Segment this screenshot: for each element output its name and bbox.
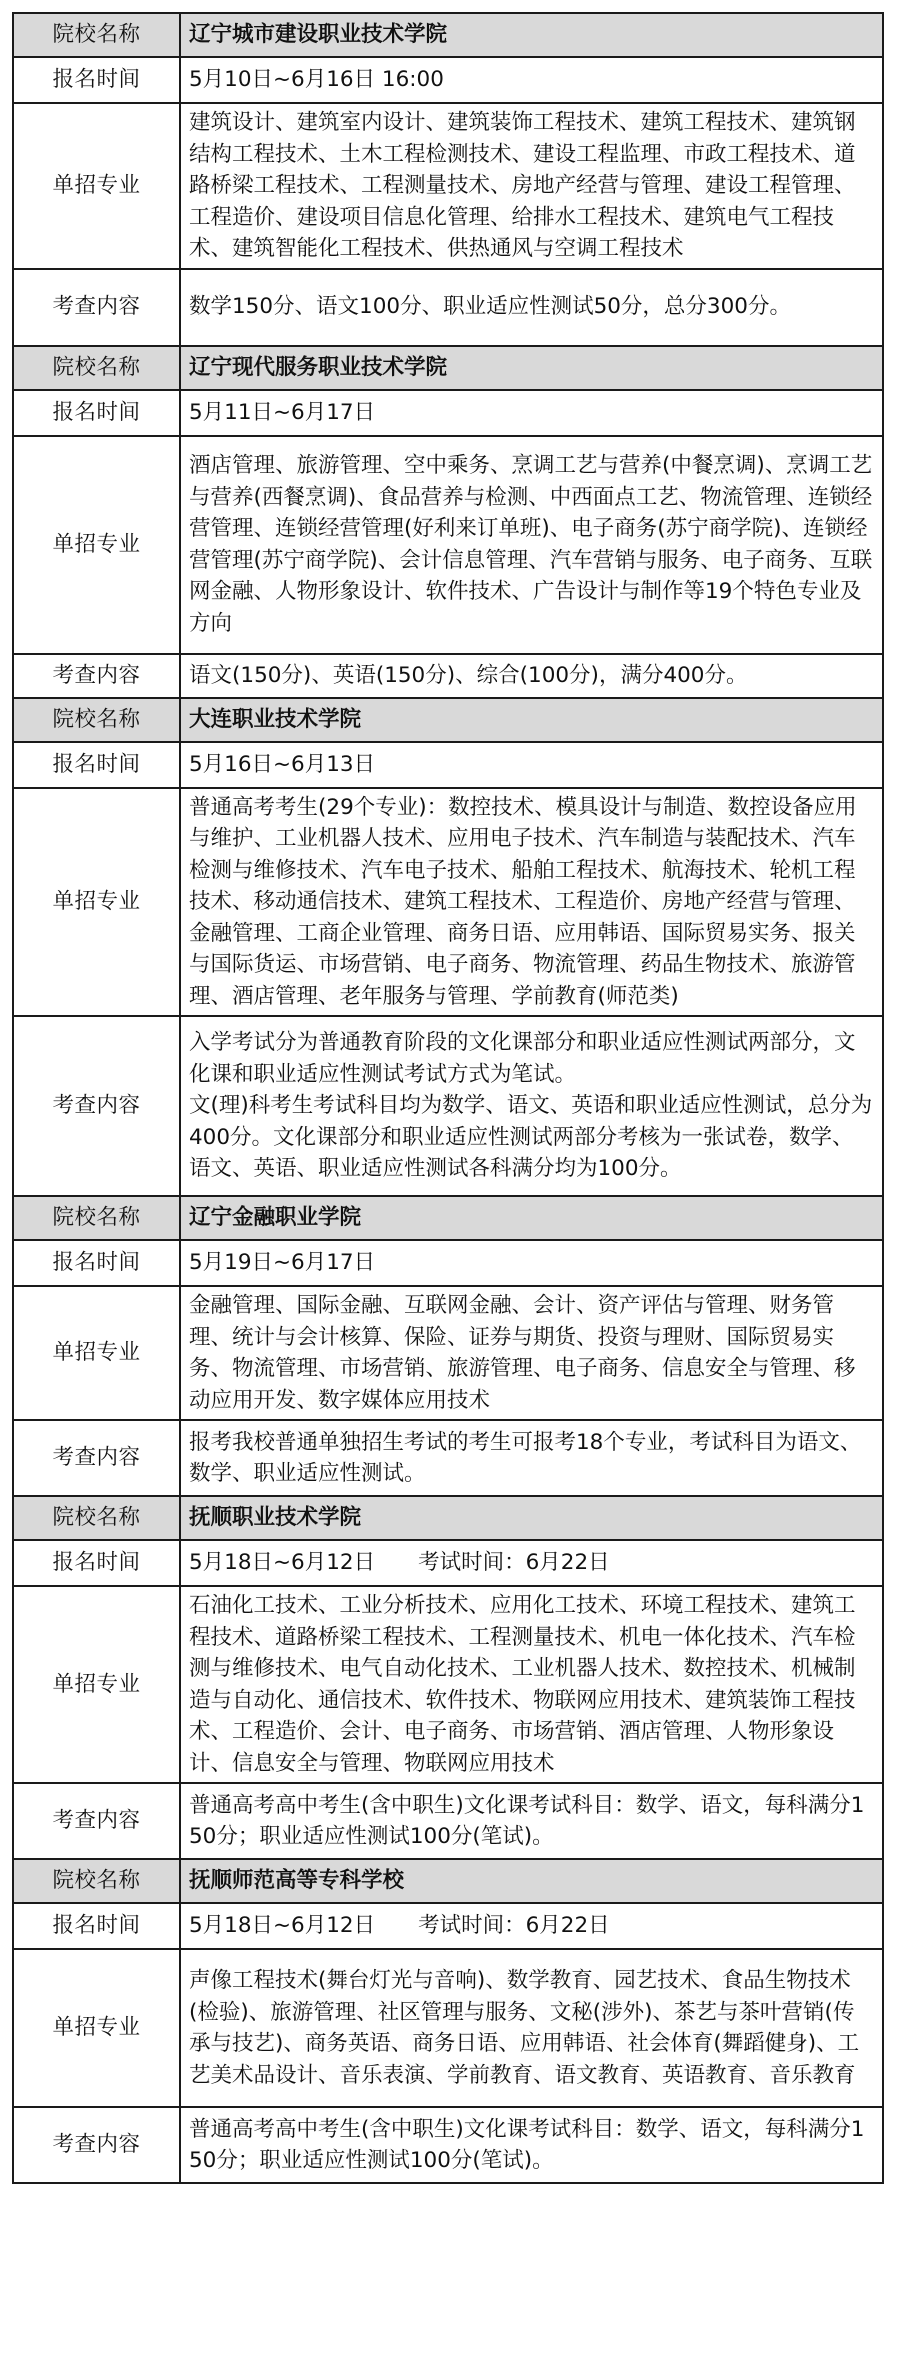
exam-content-value: 语文(150分)、英语(150分)、综合(100分)，满分400分。	[180, 654, 883, 698]
exam-content-value: 普通高考高中考生(含中职生)文化课考试科目：数学、语文，每科满分150分；职业适应性测试100分(笔试)。	[180, 1783, 883, 1859]
single-recruit-majors-value: 金融管理、国际金融、互联网金融、会计、资产评估与管理、财务管理、统计与会计核算、保险、证券与期货、投资与理财、国际贸易实务、物流管理、市场营销、旅游管理、电子商务、信息安全与管理、移动应用开发、数字媒体应用技术	[180, 1286, 883, 1420]
registration-time-value: 5月10日~6月16日 16:00	[180, 57, 883, 103]
single-recruit-majors-label: 单招专业	[13, 436, 180, 654]
school-name-label: 院校名称	[13, 13, 180, 57]
single-recruit-majors-label: 单招专业	[13, 788, 180, 1017]
registration-time-value: 5月11日~6月17日	[180, 390, 883, 436]
single-recruit-majors-value: 声像工程技术(舞台灯光与音响)、数学教育、园艺技术、食品生物技术(检验)、旅游管理、社区管理与服务、文秘(涉外)、茶艺与茶叶营销(传承与技艺)、商务英语、商务日语、应用韩语、社会体育(舞蹈健身)、工艺美术品设计、音乐表演、学前教育、语文教育、英语教育、音乐教育	[180, 1949, 883, 2107]
single-recruit-majors-label: 单招专业	[13, 1586, 180, 1783]
school-name-value: 大连职业技术学院	[180, 698, 883, 742]
single-recruit-majors-value: 普通高考考生(29个专业)：数控技术、模具设计与制造、数控设备应用与维护、工业机器人技术、应用电子技术、汽车制造与装配技术、汽车检测与维修技术、汽车电子技术、船舶工程技术、航海技术、轮机工程技术、移动通信技术、建筑工程技术、工程造价、房地产经营与管理、金融管理、工商企业管理、商务日语、应用韩语、国际贸易实务、报关与国际货运、市场营销、电子商务、物流管理、药品生物技术、旅游管理、酒店管理、老年服务与管理、学前教育(师范类)	[180, 788, 883, 1017]
school-name-row	[13, 13, 883, 57]
registration-time-label: 报名时间	[13, 742, 180, 788]
exam-content-row	[13, 269, 883, 346]
single-recruit-majors-value: 建筑设计、建筑室内设计、建筑装饰工程技术、建筑工程技术、建筑钢结构工程技术、土木工程检测技术、建设工程监理、市政工程技术、道路桥梁工程技术、工程测量技术、房地产经营与管理、建设工程管理、工程造价、建设项目信息化管理、给排水工程技术、建筑电气工程技术、建筑智能化工程技术、供热通风与空调工程技术	[180, 103, 883, 269]
exam-content-row	[13, 2107, 883, 2183]
exam-content-value: 数学150分、语文100分、职业适应性测试50分，总分300分。	[180, 269, 883, 346]
registration-time-value: 5月16日~6月13日	[180, 742, 883, 788]
exam-content-label: 考查内容	[13, 654, 180, 698]
school-name-value: 辽宁现代服务职业技术学院	[180, 346, 883, 390]
school-name-label: 院校名称	[13, 1196, 180, 1240]
registration-time-row	[13, 742, 883, 788]
exam-content-row	[13, 1783, 883, 1859]
school-name-value: 抚顺职业技术学院	[180, 1496, 883, 1540]
registration-time-value: 5月19日~6月17日	[180, 1240, 883, 1286]
school-name-label: 院校名称	[13, 1859, 180, 1903]
single-recruit-majors-row	[13, 103, 883, 269]
school-name-row	[13, 698, 883, 742]
exam-content-row	[13, 1016, 883, 1196]
school-name-value: 辽宁城市建设职业技术学院	[180, 13, 883, 57]
registration-time-row	[13, 1240, 883, 1286]
school-name-label: 院校名称	[13, 346, 180, 390]
registration-time-row	[13, 1540, 883, 1586]
exam-content-label: 考查内容	[13, 1783, 180, 1859]
single-recruit-majors-row	[13, 1949, 883, 2107]
table-body	[13, 13, 883, 2183]
exam-content-value: 报考我校普通单独招生考试的考生可报考18个专业，考试科目为语文、数学、职业适应性测试。	[180, 1420, 883, 1496]
single-recruit-majors-value: 酒店管理、旅游管理、空中乘务、烹调工艺与营养(中餐烹调)、烹调工艺与营养(西餐烹调)、食品营养与检测、中西面点工艺、物流管理、连锁经营管理、连锁经营管理(好利来订单班)、电子商务(苏宁商学院)、连锁经营管理(苏宁商学院)、会计信息管理、汽车营销与服务、电子商务、互联网金融、人物形象设计、软件技术、广告设计与制作等19个特色专业及方向	[180, 436, 883, 654]
exam-content-value: 入学考试分为普通教育阶段的文化课部分和职业适应性测试两部分，文化课和职业适应性测试考试方式为笔试。 文(理)科考生考试科目均为数学、语文、英语和职业适应性测试，总分为400分。文化课部分和职业适应性测试两部分考核为一张试卷，数学、语文、英语、职业适应性测试各科满分均为100分。	[180, 1016, 883, 1196]
single-recruit-majors-label: 单招专业	[13, 1949, 180, 2107]
school-name-label: 院校名称	[13, 698, 180, 742]
school-name-label: 院校名称	[13, 1496, 180, 1540]
exam-content-row	[13, 654, 883, 698]
exam-content-row	[13, 1420, 883, 1496]
registration-time-label: 报名时间	[13, 1240, 180, 1286]
registration-time-value: 5月18日~6月12日 考试时间：6月22日	[180, 1903, 883, 1949]
registration-time-label: 报名时间	[13, 1540, 180, 1586]
single-recruit-majors-row	[13, 1586, 883, 1783]
registration-time-row	[13, 57, 883, 103]
registration-time-label: 报名时间	[13, 390, 180, 436]
single-recruit-majors-row	[13, 1286, 883, 1420]
exam-content-label: 考查内容	[13, 269, 180, 346]
registration-time-label: 报名时间	[13, 1903, 180, 1949]
school-name-row	[13, 1196, 883, 1240]
exam-content-label: 考查内容	[13, 1420, 180, 1496]
registration-time-row	[13, 1903, 883, 1949]
registration-time-value: 5月18日~6月12日 考试时间：6月22日	[180, 1540, 883, 1586]
school-name-row	[13, 1859, 883, 1903]
exam-content-value: 普通高考高中考生(含中职生)文化课考试科目：数学、语文，每科满分150分；职业适应性测试100分(笔试)。	[180, 2107, 883, 2183]
admissions-table	[12, 12, 884, 2184]
single-recruit-majors-value: 石油化工技术、工业分析技术、应用化工技术、环境工程技术、建筑工程技术、道路桥梁工程技术、工程测量技术、机电一体化技术、汽车检测与维修技术、电气自动化技术、工业机器人技术、数控技术、机械制造与自动化、通信技术、软件技术、物联网应用技术、建筑装饰工程技术、工程造价、会计、电子商务、市场营销、酒店管理、人物形象设计、信息安全与管理、物联网应用技术	[180, 1586, 883, 1783]
registration-time-row	[13, 390, 883, 436]
school-name-value: 抚顺师范高等专科学校	[180, 1859, 883, 1903]
school-name-row	[13, 346, 883, 390]
school-name-row	[13, 1496, 883, 1540]
exam-content-label: 考查内容	[13, 1016, 180, 1196]
single-recruit-majors-row	[13, 436, 883, 654]
single-recruit-majors-label: 单招专业	[13, 103, 180, 269]
single-recruit-majors-label: 单招专业	[13, 1286, 180, 1420]
exam-content-label: 考查内容	[13, 2107, 180, 2183]
registration-time-label: 报名时间	[13, 57, 180, 103]
school-name-value: 辽宁金融职业学院	[180, 1196, 883, 1240]
single-recruit-majors-row	[13, 788, 883, 1017]
